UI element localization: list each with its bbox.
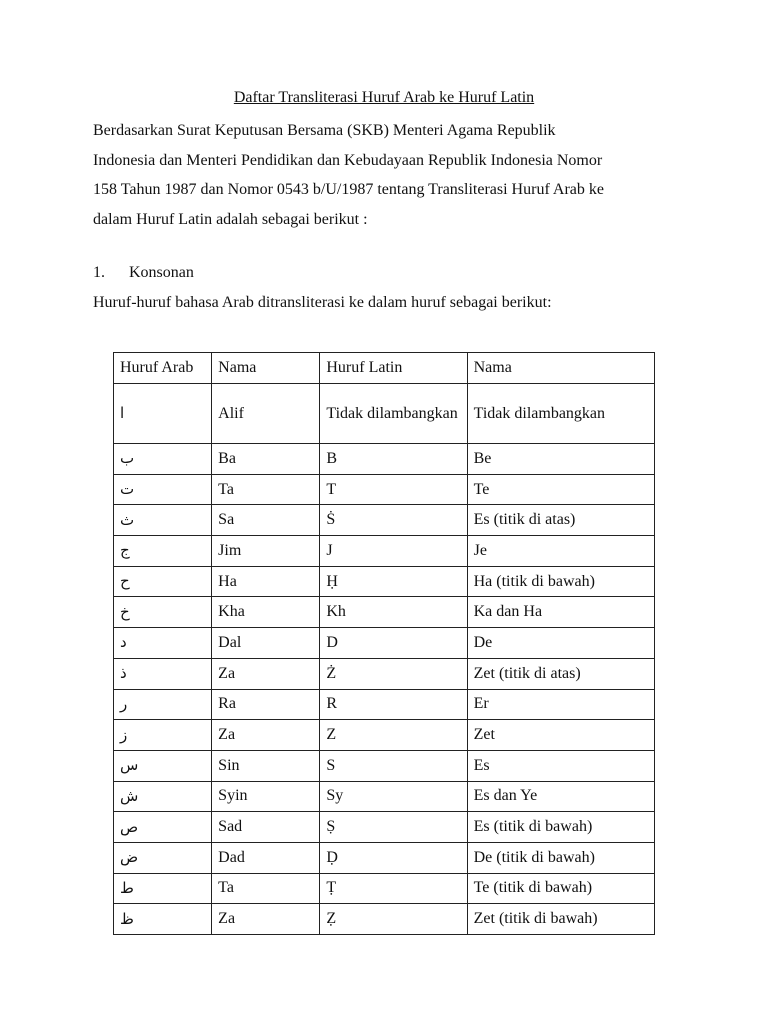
arabic-letter: ج (120, 541, 130, 560)
cell-nama: Dal (212, 628, 320, 659)
cell-nama: Za (212, 658, 320, 689)
cell-huruf-latin: Ṭ (320, 873, 467, 904)
cell-huruf-arab (114, 689, 212, 720)
cell-nama-latin: Te (467, 474, 654, 505)
arabic-letter: ر (120, 694, 128, 713)
section-number: 1. (93, 264, 105, 281)
cell-huruf-arab (114, 720, 212, 751)
table-row (114, 384, 655, 444)
header-huruf-latin: Huruf Latin (320, 353, 467, 384)
table-row (114, 658, 655, 689)
cell-nama: Alif (212, 384, 320, 444)
cell-nama: Kha (212, 597, 320, 628)
arabic-letter: ح (120, 572, 130, 591)
cell-huruf-arab (114, 536, 212, 567)
arabic-letter: س (120, 756, 139, 775)
cell-huruf-latin: Ḍ (320, 842, 467, 873)
cell-huruf-latin: T (320, 474, 467, 505)
cell-huruf-latin: Z (320, 720, 467, 751)
arabic-letter: خ (120, 602, 130, 621)
cell-nama: Ra (212, 689, 320, 720)
cell-nama: Jim (212, 536, 320, 567)
table-row (114, 873, 655, 904)
intro-paragraph (93, 116, 683, 234)
table-row (114, 444, 655, 475)
arabic-letter: ت (120, 480, 135, 499)
table-row (114, 536, 655, 567)
intro-line: 158 Tahun 1987 dan Nomor 0543 b/U/1987 tentang Transliterasi Huruf Arab ke (93, 181, 604, 198)
cell-nama-latin: Zet (titik di atas) (467, 658, 654, 689)
table-row (114, 505, 655, 536)
arabic-letter: ث (120, 510, 135, 529)
cell-nama-latin: De (titik di bawah) (467, 842, 654, 873)
table-row (114, 628, 655, 659)
table-header-row (114, 353, 655, 384)
cell-nama: Ba (212, 444, 320, 475)
cell-nama-latin: Es (titik di bawah) (467, 812, 654, 843)
header-nama-latin: Nama (467, 353, 654, 384)
table-row (114, 597, 655, 628)
table-row (114, 720, 655, 751)
cell-huruf-arab (114, 505, 212, 536)
arabic-letter: ا (120, 404, 125, 422)
transliteration-table (113, 352, 655, 935)
cell-huruf-arab (114, 904, 212, 935)
cell-nama-latin: Ha (titik di bawah) (467, 566, 654, 597)
intro-line: dalam Huruf Latin adalah sebagai berikut : (93, 210, 368, 228)
cell-nama: Sa (212, 505, 320, 536)
cell-nama-latin: Ka dan Ha (467, 597, 654, 628)
table-row (114, 566, 655, 597)
cell-nama-latin: De (467, 628, 654, 659)
intro-line: Indonesia dan Menteri Pendidikan dan Kebudayaan Republik Indonesia Nomor (93, 151, 603, 169)
page-title: Daftar Transliterasi Huruf Arab ke Huruf Latin (233, 89, 535, 106)
cell-huruf-latin: Ṡ (320, 505, 467, 536)
cell-huruf-latin: Tidak dilambangkan (320, 384, 467, 444)
arabic-letter: ش (120, 786, 139, 805)
cell-nama: Sin (212, 750, 320, 781)
cell-nama-latin: Tidak dilambangkan (467, 384, 654, 444)
cell-huruf-arab (114, 842, 212, 873)
table-row (114, 474, 655, 505)
cell-huruf-latin: R (320, 689, 467, 720)
cell-nama: Za (212, 904, 320, 935)
cell-huruf-arab (114, 597, 212, 628)
cell-huruf-arab (114, 658, 212, 689)
cell-huruf-arab (114, 566, 212, 597)
cell-huruf-latin: S (320, 750, 467, 781)
cell-huruf-latin: Ṣ (320, 812, 467, 843)
arabic-letter: ض (120, 848, 139, 867)
cell-nama-latin: Zet (467, 720, 654, 751)
cell-nama-latin: Be (467, 444, 654, 475)
table-row (114, 750, 655, 781)
cell-huruf-latin: Ẓ (320, 904, 467, 935)
cell-huruf-latin: J (320, 536, 467, 567)
cell-huruf-latin: D (320, 628, 467, 659)
cell-nama: Syin (212, 781, 320, 812)
cell-huruf-latin: Sy (320, 781, 467, 812)
arabic-letter: ص (120, 817, 139, 836)
cell-nama-latin: Er (467, 689, 654, 720)
header-huruf-arab: Huruf Arab (114, 353, 212, 384)
cell-nama: Za (212, 720, 320, 751)
cell-huruf-arab (114, 781, 212, 812)
table-row (114, 904, 655, 935)
cell-nama-latin: Je (467, 536, 654, 567)
table-row (114, 812, 655, 843)
cell-huruf-arab (114, 384, 212, 444)
cell-nama-latin: Zet (titik di bawah) (467, 904, 654, 935)
cell-huruf-latin: Ḥ (320, 566, 467, 597)
cell-huruf-arab (114, 444, 212, 475)
header-nama: Nama (212, 353, 320, 384)
cell-huruf-arab (114, 750, 212, 781)
section-intro: Huruf-huruf bahasa Arab ditransliterasi ke dalam huruf sebagai berikut: (93, 294, 552, 311)
cell-huruf-latin: Kh (320, 597, 467, 628)
cell-huruf-arab (114, 812, 212, 843)
intro-line: Berdasarkan Surat Keputusan Bersama (SKB) Menteri Agama Republik (93, 122, 556, 139)
cell-nama-latin: Te (titik di bawah) (467, 873, 654, 904)
arabic-letter: ب (120, 449, 135, 468)
table-row (114, 781, 655, 812)
arabic-letter: ط (120, 878, 134, 897)
arabic-letter: ز (120, 725, 128, 744)
cell-nama-latin: Es (467, 750, 654, 781)
section-label: Konsonan (129, 264, 194, 281)
cell-huruf-arab (114, 873, 212, 904)
cell-nama-latin: Es dan Ye (467, 781, 654, 812)
cell-nama: Sad (212, 812, 320, 843)
arabic-letter: ظ (120, 909, 134, 928)
cell-nama: Ha (212, 566, 320, 597)
cell-nama: Dad (212, 842, 320, 873)
cell-huruf-latin: B (320, 444, 467, 475)
cell-nama: Ta (212, 474, 320, 505)
cell-huruf-arab (114, 628, 212, 659)
table-row (114, 689, 655, 720)
arabic-letter: د (120, 633, 127, 652)
arabic-letter: ذ (120, 664, 127, 683)
section-heading (93, 263, 194, 283)
cell-nama-latin: Es (titik di atas) (467, 505, 654, 536)
cell-huruf-arab (114, 474, 212, 505)
table-row (114, 842, 655, 873)
cell-nama: Ta (212, 873, 320, 904)
cell-huruf-latin: Ż (320, 658, 467, 689)
